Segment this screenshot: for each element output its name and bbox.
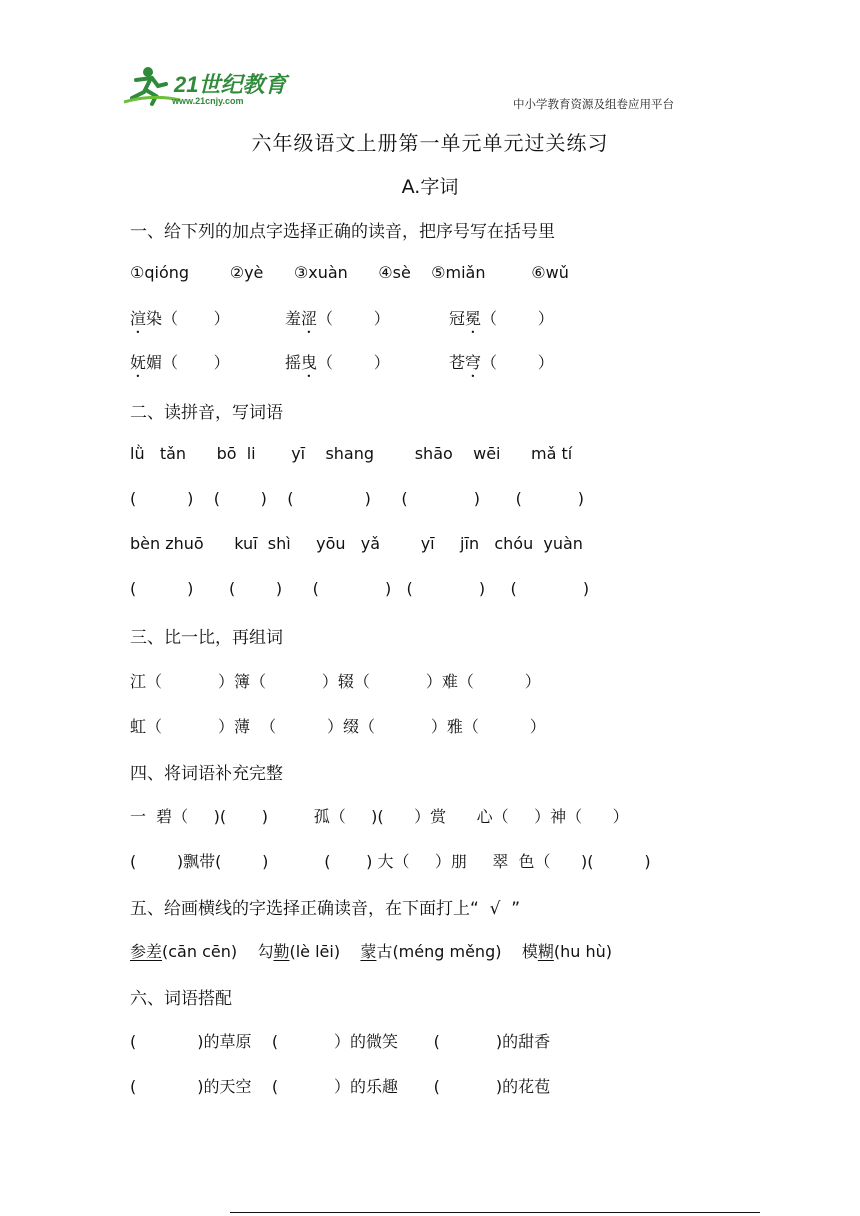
answer-blank-row-1: ( ) ( ) ( ) ( ) ( ) [130,489,585,508]
platform-text: 中小学教育资源及组卷应用平台 [513,97,674,111]
pinyin-row-2: bèn zhuō kuī shì yōu yǎ yī jīn chóu yuàn [130,534,583,553]
s1-item: 渲染（ ） [130,309,230,328]
s1-item: 妩媚（ ） [130,353,230,372]
section-2-heading: 二、读拼音，写词语 [130,403,283,423]
answer-blank-row-2: ( ) ( ) ( ) ( ) ( ) [130,579,590,598]
section-4-heading: 四、将词语补充完整 [130,764,283,784]
match-row-2: ( )的天空 ( ）的乐趣 ( )的花苞 [130,1077,551,1096]
section-3-heading: 三、比一比，再组词 [130,628,283,648]
section-5-heading: 五、给画横线的字选择正确读音，在下面打上“ √ ” [130,899,521,919]
s1-item: 羞涩（ ） [285,309,390,328]
section-1-heading: 一、给下列的加点字选择正确的读音，把序号写在括号里 [130,222,555,242]
page-subtitle: A.字词 [401,176,459,198]
compare-row-1: 江（ ）簿（ ）辍（ ）难（ ） [130,672,541,691]
section-1-options: ①qióng ②yè ③xuàn ④sè ⑤miǎn ⑥wǔ [130,263,569,282]
logo-21cnjy [122,64,292,108]
section-6-heading: 六、词语搭配 [130,989,232,1009]
footer-divider [230,1212,760,1213]
page-title: 六年级语文上册第一单元单元过关练习 [251,131,609,155]
logo-url: www.21cnjy.com [172,96,244,106]
match-row-1: ( )的草原 ( ）的微笑 ( )的甜香 [130,1032,551,1051]
s1-item: 摇曳（ ） [285,353,390,372]
compare-row-2: 虹（ ）薄 （ ）缀（ ）雅（ ） [130,717,546,736]
s1-item: 苍穹（ ） [449,353,554,372]
pinyin-row-1: lǜ tǎn bō li yī shang shāo wēi mǎ tí [130,444,573,463]
complete-words-row-2: ( )飘带( ) ( ) 大（ ）朋 翠 色（ )( ) [130,852,651,871]
logo-text: 21世纪教育 [174,72,287,97]
s1-item: 冠冕（ ） [449,309,554,328]
pronunciation-row: 参差(cān cēn) 勾勤(lè lēi) 蒙古(méng měng) 模糊(hu hù) [130,942,612,961]
complete-words-row-1: 一 碧（ )( ) 孤（ )( ）赏 心（ ）神（ ） [130,807,629,826]
